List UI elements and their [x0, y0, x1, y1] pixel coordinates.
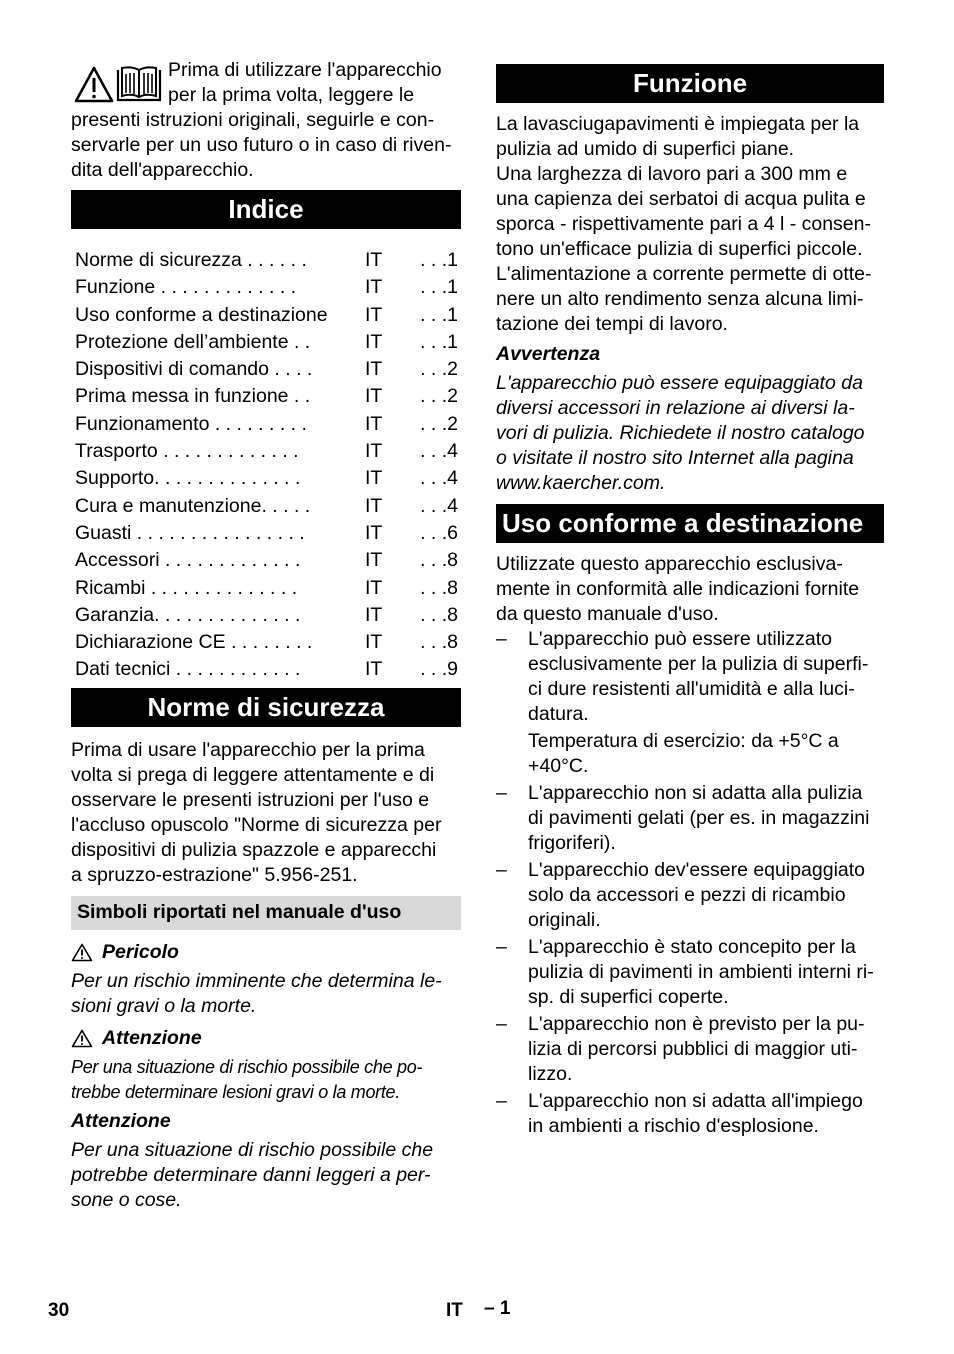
toc-title: Prima messa in funzione . . — [75, 385, 311, 408]
indice-heading: Indice — [71, 190, 461, 229]
avvertenza-label: Avvertenza — [496, 343, 601, 365]
toc-lang: IT — [365, 494, 383, 517]
text-line: Per una situazione di rischio possibile che po- — [71, 1056, 423, 1077]
uso-text — [496, 552, 884, 627]
toc-title: Ricambi . . . . . . . . . . . . . . — [75, 576, 298, 599]
text-line: o visitate il nostro sito Internet alla pagina — [496, 447, 854, 469]
text-line: L'apparecchio non si adatta all'impiego — [528, 1090, 863, 1112]
toc-page: . . .1 — [420, 249, 458, 271]
text-line: potrebbe determinare danni leggeri a per- — [71, 1163, 431, 1186]
toc-page: . . .8 — [420, 631, 458, 654]
avvertenza-text — [496, 371, 884, 496]
text-line: datura. — [528, 703, 589, 725]
intro-block — [71, 58, 461, 186]
pericolo-heading — [71, 940, 461, 966]
uso-bullet-list — [496, 627, 884, 1139]
toc-lang: IT — [365, 249, 383, 271]
attenzione-text — [71, 1055, 461, 1105]
toc-page: . . .9 — [420, 658, 458, 681]
toc-row[interactable] — [75, 247, 458, 274]
funzione-heading: Funzione — [496, 64, 884, 103]
text-line: osservare le presenti istruzioni per l'uso e — [71, 788, 430, 811]
toc-row[interactable] — [75, 356, 458, 383]
bullet-dash: – — [496, 1013, 507, 1035]
pericolo-label: Pericolo — [102, 941, 179, 964]
list-item — [496, 781, 884, 856]
toc-lang: IT — [365, 658, 383, 681]
toc-title: Accessori . . . . . . . . . . . . . — [75, 549, 301, 572]
toc-title: Norme di sicurezza . . . . . . — [75, 249, 307, 271]
text-line: L'apparecchio dev'essere equipaggiato — [528, 859, 866, 881]
toc-lang: IT — [365, 358, 383, 381]
norme-heading: Norme di sicurezza — [71, 688, 461, 727]
warning-icon — [71, 943, 93, 962]
toc-title: Protezione dell’ambiente . . — [75, 330, 311, 353]
text-line: a spruzzo-estrazione" 5.956-251. — [71, 863, 358, 886]
text-line: L'apparecchio può essere equipaggiato da — [496, 372, 863, 394]
text-line: solo da accessori e pezzi di ricambio — [528, 884, 846, 906]
text-line: di pavimenti gelati (per es. in magazzini — [528, 807, 870, 829]
list-item — [496, 627, 884, 779]
text-line: lizia di percorsi pubblici di maggior uti- — [528, 1038, 858, 1060]
attenzione-heading — [71, 1026, 461, 1052]
toc-title: Trasporto . . . . . . . . . . . . . — [75, 440, 299, 463]
table-of-contents — [75, 247, 458, 684]
text-line: nere un alto rendimento senza alcuna limi- — [496, 288, 864, 310]
bullet-dash: – — [496, 628, 507, 650]
text-line: La lavasciugapavimenti è impiegata per la — [496, 113, 860, 135]
norme-text — [71, 738, 461, 888]
text-line: l'accluso opuscolo "Norme di sicurezza per — [71, 813, 442, 836]
text-line: +40°C. — [528, 755, 589, 777]
toc-title: Uso conforme a destinazione — [75, 303, 328, 326]
list-item — [496, 1089, 884, 1139]
attenzione-2-text — [71, 1138, 461, 1213]
intro-line: presenti istruzioni originali, seguirle e con- — [71, 109, 435, 131]
left-column — [71, 58, 461, 1213]
toc-row[interactable] — [75, 438, 458, 465]
toc-page: . . .2 — [420, 385, 458, 408]
text-line: sp. di superfici coperte. — [528, 986, 729, 1008]
simboli-heading: Simboli riportati nel manuale d'uso — [71, 896, 461, 930]
toc-row[interactable] — [75, 302, 458, 329]
footer-section-page: – 1 — [484, 1298, 511, 1319]
intro-line: dita dell'apparecchio. — [71, 159, 254, 181]
warning-icon — [71, 1029, 93, 1048]
text-line: tono un'efficace pulizia di superfici piccole. — [496, 238, 863, 260]
toc-row[interactable] — [75, 575, 458, 602]
bullet-extra — [528, 729, 884, 779]
text-line: L'apparecchio non si adatta alla pulizia — [528, 782, 863, 804]
toc-title: Cura e manutenzione. . . . . — [75, 494, 311, 517]
footer-language: IT — [446, 1300, 463, 1321]
text-line: L'apparecchio non è previsto per la pu- — [528, 1013, 865, 1035]
bullet-dash: – — [496, 1090, 507, 1112]
toc-page: . . .2 — [420, 412, 458, 435]
toc-page: . . .4 — [420, 440, 458, 463]
text-line: Temperatura di esercizio: da +5°C a — [528, 730, 839, 752]
toc-lang: IT — [365, 385, 383, 408]
toc-page: . . .4 — [420, 467, 458, 490]
toc-row[interactable] — [75, 465, 458, 492]
toc-lang: IT — [365, 521, 383, 544]
toc-title: Dati tecnici . . . . . . . . . . . . — [75, 658, 301, 681]
toc-title: Dichiarazione CE . . . . . . . . — [75, 631, 313, 654]
toc-page: . . .1 — [420, 303, 458, 326]
list-item — [496, 858, 884, 933]
toc-lang: IT — [365, 440, 383, 463]
toc-title: Supporto. . . . . . . . . . . . . . — [75, 467, 301, 490]
text-line: sioni gravi o la morte. — [71, 994, 257, 1017]
text-line: pulizia ad umido di superfici piane. — [496, 138, 795, 160]
text-line: Per un rischio imminente che determina le- — [71, 969, 442, 992]
list-item — [496, 935, 884, 1010]
toc-lang: IT — [365, 549, 383, 572]
toc-lang: IT — [365, 412, 383, 435]
text-line: trebbe determinare lesioni gravi o la morte. — [71, 1081, 400, 1102]
intro-line: servarle per un uso futuro o in caso di riven- — [71, 134, 452, 156]
bullet-dash: – — [496, 782, 507, 804]
intro-line: per la prima volta, leggere le — [168, 84, 415, 106]
toc-page: . . .8 — [420, 576, 458, 599]
toc-title: Funzionamento . . . . . . . . . — [75, 412, 307, 435]
toc-lang: IT — [365, 576, 383, 599]
toc-title: Dispositivi di comando . . . . — [75, 358, 313, 381]
text-line: ci dure resistenti all'umidità e alla luci- — [528, 678, 855, 700]
toc-lang: IT — [365, 276, 383, 299]
toc-row[interactable] — [75, 547, 458, 574]
text-line: pulizia di pavimenti in ambienti interni ri- — [528, 961, 874, 983]
attenzione-2-label: Attenzione — [71, 1110, 171, 1133]
toc-title: Funzione . . . . . . . . . . . . . — [75, 276, 297, 299]
toc-row[interactable] — [75, 274, 458, 301]
page-number: 30 — [48, 1300, 70, 1321]
list-item — [496, 1012, 884, 1087]
intro-line: Prima di utilizzare l'apparecchio — [168, 59, 442, 81]
text-line: L'apparecchio può essere utilizzato — [528, 628, 832, 650]
text-line: diversi accessori in relazione ai diversi la- — [496, 397, 855, 419]
uso-heading: Uso conforme a destinazione — [496, 504, 884, 543]
text-line: tazione dei tempi di lavoro. — [496, 313, 728, 335]
text-line: in ambienti a rischio d'esplosione. — [528, 1115, 819, 1137]
toc-row[interactable] — [75, 656, 458, 683]
warning-manual-icon — [74, 66, 162, 104]
toc-row[interactable] — [75, 493, 458, 520]
toc-row[interactable] — [75, 602, 458, 629]
toc-row[interactable] — [75, 411, 458, 438]
toc-page: . . .4 — [420, 494, 458, 517]
text-line: mente in conformità alle indicazioni fornite — [496, 578, 860, 600]
text-line: Una larghezza di lavoro pari a 300 mm e — [496, 163, 848, 185]
text-line: L'alimentazione a corrente permette di otte- — [496, 263, 872, 285]
toc-lang: IT — [365, 631, 383, 654]
toc-page: . . .1 — [420, 330, 458, 353]
text-line: volta si prega di leggere attentamente e di — [71, 763, 435, 786]
text-line: frigoriferi). — [528, 832, 616, 854]
text-line: L'apparecchio è stato concepito per la — [528, 936, 856, 958]
text-line: www.kaercher.com. — [496, 472, 666, 494]
text-line: Prima di usare l'apparecchio per la prima — [71, 738, 425, 761]
toc-row[interactable] — [75, 629, 458, 656]
text-line: Utilizzate questo apparecchio esclusiva- — [496, 553, 843, 575]
bullet-dash: – — [496, 936, 507, 958]
pericolo-text — [71, 969, 461, 1019]
toc-page: . . .2 — [420, 358, 458, 381]
text-line: una capienza dei serbatoi di acqua pulita e — [496, 188, 866, 210]
right-column — [496, 64, 884, 1139]
text-line: sone o cose. — [71, 1188, 182, 1211]
toc-page: . . .8 — [420, 549, 458, 572]
text-line: esclusivamente per la pulizia di superfi- — [528, 653, 869, 675]
attenzione-2-heading — [71, 1109, 461, 1135]
toc-lang: IT — [365, 603, 383, 626]
toc-title: Garanzia. . . . . . . . . . . . . . — [75, 603, 301, 626]
toc-row[interactable] — [75, 520, 458, 547]
text-line: Per una situazione di rischio possibile che — [71, 1138, 434, 1161]
toc-page: . . .6 — [420, 521, 458, 544]
funzione-text — [496, 112, 884, 337]
toc-title: Guasti . . . . . . . . . . . . . . . . — [75, 521, 305, 544]
text-line: dispositivi di pulizia spazzole e apparecchi — [71, 838, 437, 861]
text-line: originali. — [528, 909, 601, 931]
toc-lang: IT — [365, 303, 383, 326]
toc-row[interactable] — [75, 383, 458, 410]
text-line: vori di pulizia. Richiedete il nostro catalogo — [496, 422, 865, 444]
text-line: sporca - rispettivamente pari a 4 l - consen- — [496, 213, 871, 235]
attenzione-label: Attenzione — [102, 1027, 202, 1050]
text-line: da questo manuale d'uso. — [496, 603, 719, 625]
toc-page: . . .8 — [420, 603, 458, 626]
toc-page: . . .1 — [420, 276, 458, 299]
toc-lang: IT — [365, 467, 383, 490]
bullet-dash: – — [496, 859, 507, 881]
toc-lang: IT — [365, 330, 383, 353]
toc-row[interactable] — [75, 329, 458, 356]
text-line: lizzo. — [528, 1063, 573, 1085]
